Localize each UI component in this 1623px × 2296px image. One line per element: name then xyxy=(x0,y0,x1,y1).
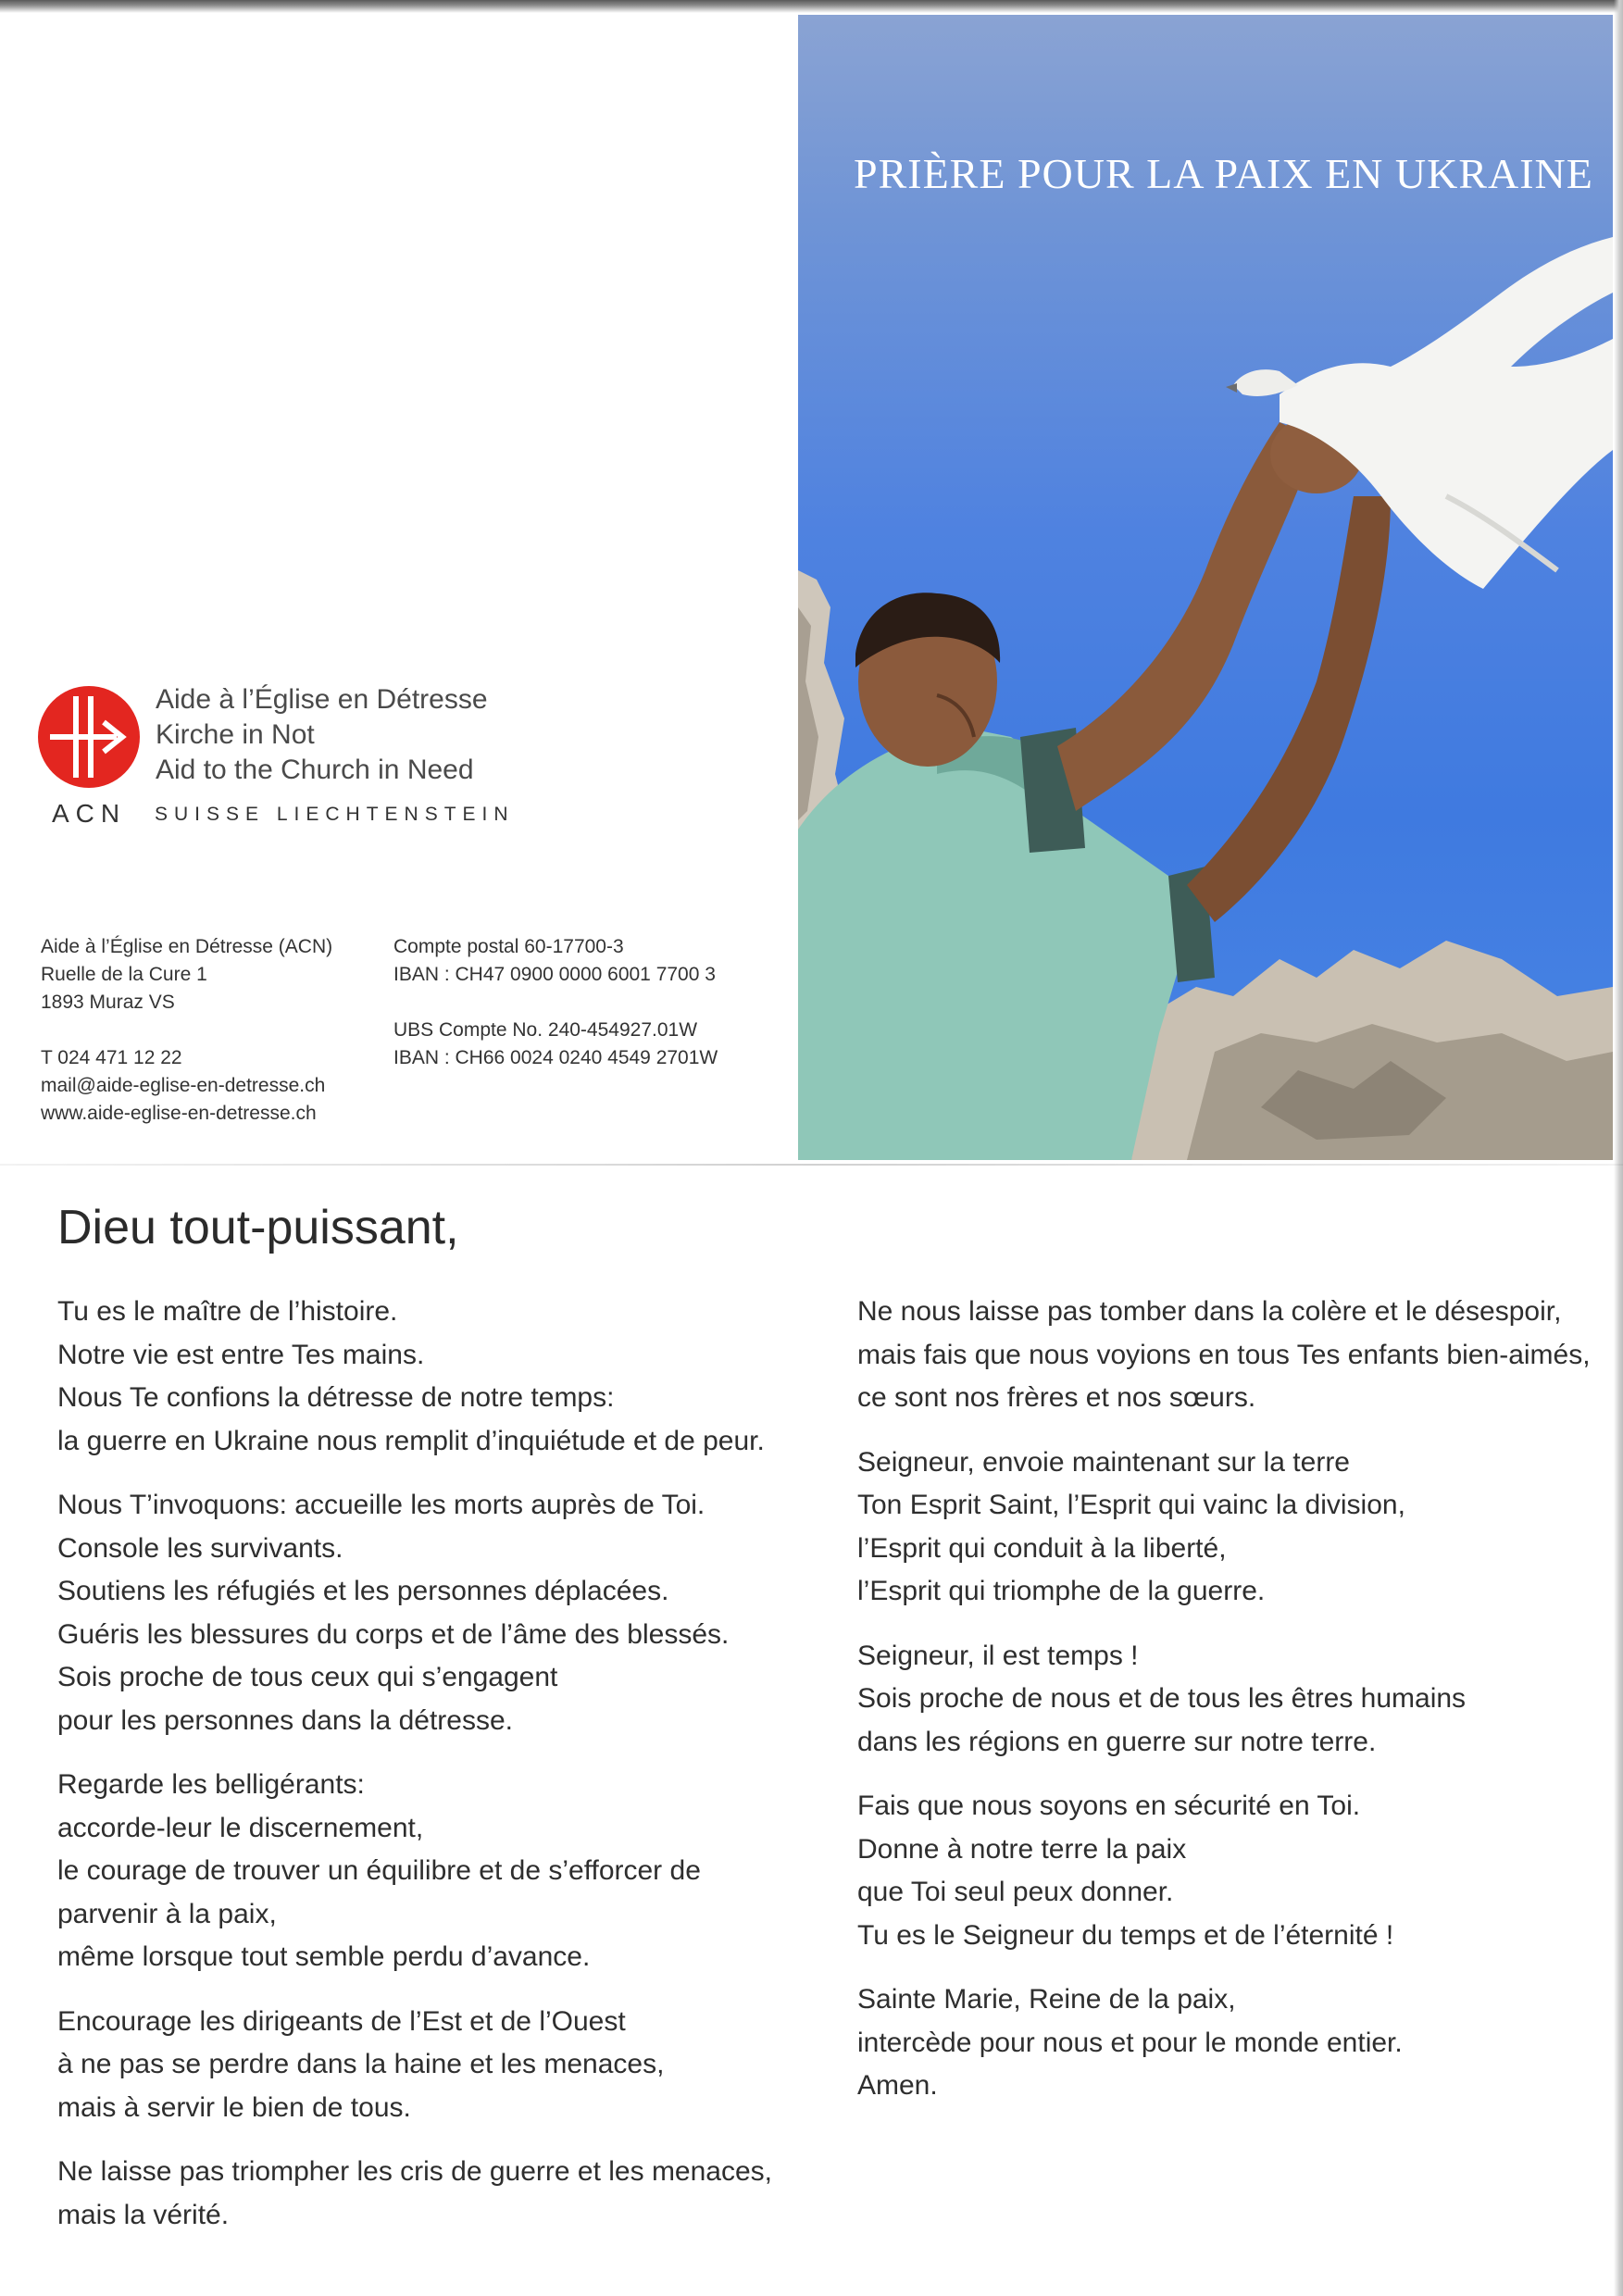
prayer-line: Ne laisse pas triompher les cris de guerre et les menaces, xyxy=(57,2156,773,2187)
dove-beak xyxy=(1226,383,1237,393)
bank-postal: Compte postal 60-17700-3 xyxy=(393,936,624,957)
stanza xyxy=(57,1764,817,1979)
cover-title: PRIÈRE POUR LA PAIX EN UKRAINE xyxy=(854,150,1593,197)
prayer-title: Dieu tout-puissant, xyxy=(57,1201,459,1254)
prayer-line: pour les personnes dans la détresse. xyxy=(57,1704,513,1736)
prayer-line: Tu es le Seigneur du temps et de l’éternité ! xyxy=(857,1919,1394,1951)
prayer-line: Nous Te confions la détresse de notre temps: xyxy=(57,1382,615,1413)
prayer-line: même lorsque tout semble perdu d’avance. xyxy=(57,1941,591,1972)
prayer-line: dans les régions en guerre sur notre terre. xyxy=(857,1726,1377,1757)
prayer-line: Regarde les belligérants: xyxy=(57,1769,365,1800)
fold-line xyxy=(0,1164,1623,1166)
prayer-line: intercède pour nous et pour le monde entier. xyxy=(857,2027,1403,2058)
logo-name-fr: Aide à l’Église en Détresse xyxy=(156,684,488,715)
contact-org: Aide à l’Église en Détresse (ACN) xyxy=(41,936,333,957)
prayer-line: l’Esprit qui triomphe de la guerre. xyxy=(857,1576,1266,1606)
prayer-line: Sainte Marie, Reine de la paix, xyxy=(857,1984,1236,2015)
prayer-line: Amen. xyxy=(857,2070,938,2101)
acn-cross-icon xyxy=(37,685,141,789)
prayer-line: Seigneur, envoie maintenant sur la terre xyxy=(857,1446,1350,1478)
logo-name-de: Kirche in Not xyxy=(156,719,315,750)
stanza xyxy=(57,1291,817,1463)
contact-phone: T 024 471 12 22 xyxy=(41,1047,182,1068)
acn-logo xyxy=(37,680,518,829)
prayer-line: Sois proche de nous et de tous les êtres humains xyxy=(857,1683,1467,1714)
logo-acn: ACN xyxy=(52,799,127,828)
contact-email: mail@aide-eglise-en-detresse.ch xyxy=(41,1075,326,1096)
prayer-line: Ton Esprit Saint, l’Esprit qui vainc la division, xyxy=(857,1490,1405,1520)
prayer-line: Donne à notre terre la paix xyxy=(857,1833,1187,1865)
stanza xyxy=(857,1785,1598,1957)
prayer-line: mais à servir le bien de tous. xyxy=(57,2091,411,2123)
prayer-line: Notre vie est entre Tes mains. xyxy=(57,1339,425,1370)
prayer-line: Sois proche de tous ceux qui s’engagent xyxy=(57,1662,558,1692)
logo-region: SUISSE LIECHTENSTEIN xyxy=(155,804,515,825)
right-arm xyxy=(1057,422,1317,811)
prayer-line: Seigneur, il est temps ! xyxy=(857,1640,1139,1671)
prayer-line: Fais que nous soyons en sécurité en Toi. xyxy=(857,1791,1361,1821)
shirt xyxy=(798,728,1187,1160)
scan-top-edge xyxy=(0,0,1623,13)
prayer-line: mais fais que nous voyions en tous Tes enfants bien-aimés, xyxy=(857,1339,1591,1370)
prayer-line: Nous T’invoquons: accueille les morts auprès de Toi. xyxy=(57,1490,705,1520)
stanza xyxy=(57,1484,817,1742)
bank-block xyxy=(393,933,718,1072)
scan-right-edge xyxy=(1614,0,1623,2296)
prayer-line: la guerre en Ukraine nous remplit d’inquiétude et de peur. xyxy=(57,1425,765,1456)
cover-panel xyxy=(798,15,1613,1160)
prayer-line: Ne nous laisse pas tomber dans la colère et le désespoir, xyxy=(857,1296,1562,1327)
logo-names xyxy=(156,682,488,788)
contact-block xyxy=(41,933,332,1128)
prayer-line: Tu es le maître de l’histoire. xyxy=(57,1296,398,1327)
stanza xyxy=(857,1978,1598,2108)
prayer-line: à ne pas se perdre dans la haine et les menaces, xyxy=(57,2049,665,2079)
stanza xyxy=(857,1635,1598,1765)
logo-name-en: Aid to the Church in Need xyxy=(156,755,474,785)
prayer-left-column xyxy=(57,1291,817,2258)
bank-iban-2: IBAN : CH66 0024 0240 4549 2701W xyxy=(393,1047,718,1068)
prayer-line: le courage de trouver un équilibre et de s’efforcer de xyxy=(57,1855,701,1886)
contact-city: 1893 Muraz VS xyxy=(41,992,175,1013)
prayer-line: parvenir à la paix, xyxy=(57,1898,277,1929)
prayer-line: Console les survivants. xyxy=(57,1532,343,1564)
contact-web: www.aide-eglise-en-detresse.ch xyxy=(41,1103,317,1124)
prayer-line: ce sont nos frères et nos sœurs. xyxy=(857,1382,1256,1413)
prayer-line: Guéris les blessures du corps et de l’âme des blessés. xyxy=(57,1618,730,1650)
prayer-line: accorde-leur le discernement, xyxy=(57,1812,424,1843)
prayer-right-column xyxy=(857,1291,1598,2129)
bank-ubs: UBS Compte No. 240-454927.01W xyxy=(393,1019,698,1041)
prayer-line: mais la vérité. xyxy=(57,2199,230,2230)
prayer-line: Encourage les dirigeants de l’Est et de l’Ouest xyxy=(57,2005,626,2037)
dove xyxy=(1280,237,1613,589)
prayer-line: Soutiens les réfugiés et les personnes déplacées. xyxy=(57,1576,669,1606)
stanza xyxy=(857,1441,1598,1614)
stanza xyxy=(57,2001,817,2130)
contact-street: Ruelle de la Cure 1 xyxy=(41,964,207,985)
stanza xyxy=(857,1291,1598,1420)
stanza xyxy=(57,2151,817,2237)
prayer-line: l’Esprit qui conduit à la liberté, xyxy=(857,1532,1227,1564)
bank-iban-1: IBAN : CH47 0900 0000 6001 7700 3 xyxy=(393,964,716,985)
prayer-line: que Toi seul peux donner. xyxy=(857,1877,1174,1907)
